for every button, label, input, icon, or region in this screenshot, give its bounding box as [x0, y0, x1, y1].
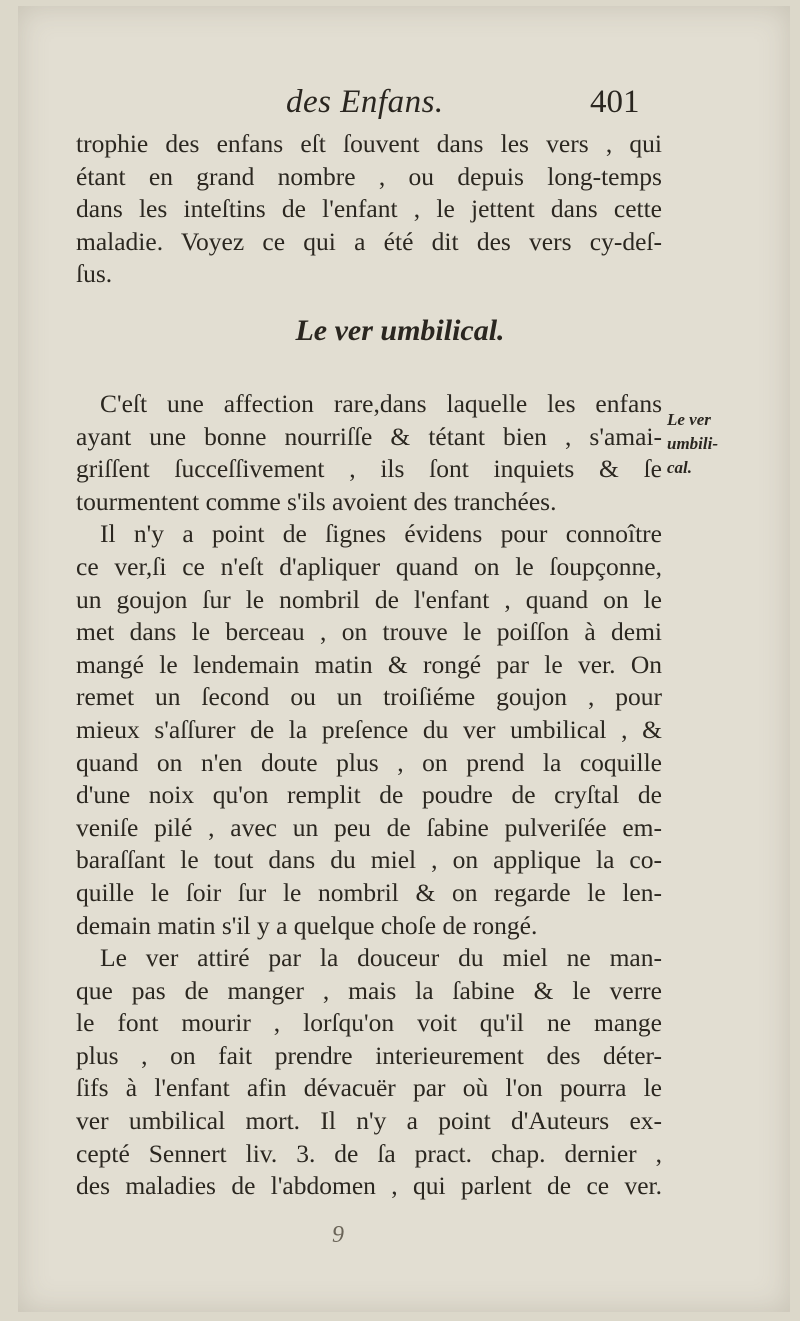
marginal-note-line: cal.: [667, 458, 693, 477]
text-line: mieux s'aſſurer de la preſence du ver umbilical , &: [76, 714, 662, 744]
text-line: plus , on fait prendre interieurement des déter-: [76, 1040, 662, 1070]
text-line: des maladies de l'abdomen , qui parlent de ce ver.: [76, 1171, 662, 1201]
text-line: veniſe pilé , avec un peu de ſabine pulveriſée em-: [76, 812, 662, 842]
marginal-note: [667, 408, 727, 480]
text-line: le font mourir , lorſqu'on voit qu'il ne mange: [76, 1008, 662, 1038]
text-line: ſus.: [76, 259, 113, 289]
text-line: dans les inteſtins de l'enfant , le jettent dans cette: [76, 194, 662, 224]
text-line: remet un ſecond ou un troiſiéme goujon , pour: [76, 682, 662, 712]
text-line: griſſent ſucceſſivement , ils ſont inquiets & ſe: [76, 454, 662, 484]
text-line: quand on n'en doute plus , on prend la coquille: [76, 747, 662, 777]
section-heading: Le ver umbilical.: [295, 314, 505, 347]
marginal-note-line: Le ver: [667, 410, 711, 429]
paragraph-body: [76, 388, 662, 1203]
page-number: 401: [590, 84, 640, 120]
text-line: ver umbilical mort. Il n'y a point d'Auteurs ex-: [76, 1106, 662, 1136]
text-line: mangé le lendemain matin & rongé par le ver. On: [76, 649, 662, 679]
text-line: étant en grand nombre , ou depuis long-temps: [76, 161, 662, 191]
text-line: tourmentent comme s'ils avoient des tranchées.: [76, 486, 557, 516]
text-line: met dans le berceau , on trouve le poiſſon à demi: [76, 617, 662, 647]
text-line: un goujon ſur le nombril de l'enfant , quand on le: [76, 584, 662, 614]
running-title: des Enfans.: [286, 84, 444, 120]
text-line: maladie. Voyez ce qui a été dit des vers cy-deſ-: [76, 226, 662, 256]
text-line: cepté Sennert liv. 3. de ſa pract. chap. dernier ,: [76, 1138, 662, 1168]
footer-mark: 9: [332, 1222, 344, 1248]
text-line: que pas de manger , mais la ſabine & le verre: [76, 975, 662, 1005]
text-line: baraſſant le tout dans du miel , on applique la co-: [76, 845, 662, 875]
text-line: d'une noix qu'on remplit de poudre de cryſtal de: [76, 780, 662, 810]
text-line: Le ver attiré par la douceur du miel ne man-: [100, 943, 662, 973]
paragraph-1: [76, 128, 662, 291]
text-line: ayant une bonne nourriſſe & tétant bien , s'amai-: [76, 421, 662, 451]
text-line: ce ver,ſi ce n'eſt d'apliquer quand on le ſoupçonne,: [76, 551, 662, 581]
marginal-note-line: umbili-: [667, 434, 719, 453]
text-line: trophie des enfans eſt ſouvent dans les vers , qui: [76, 129, 662, 158]
text-line: Il n'y a point de ſignes évidens pour connoître: [100, 519, 662, 549]
text-line: ſifs à l'enfant afin dévacuër par où l'on pourra le: [76, 1073, 662, 1103]
text-line: quille le ſoir ſur le nombril & on regarde le len-: [76, 877, 662, 907]
text-line: demain matin s'il y a quelque choſe de rongé.: [76, 910, 538, 940]
text-line: C'eſt une affection rare,dans laquelle les enfans: [100, 389, 662, 418]
running-head: [0, 78, 800, 128]
